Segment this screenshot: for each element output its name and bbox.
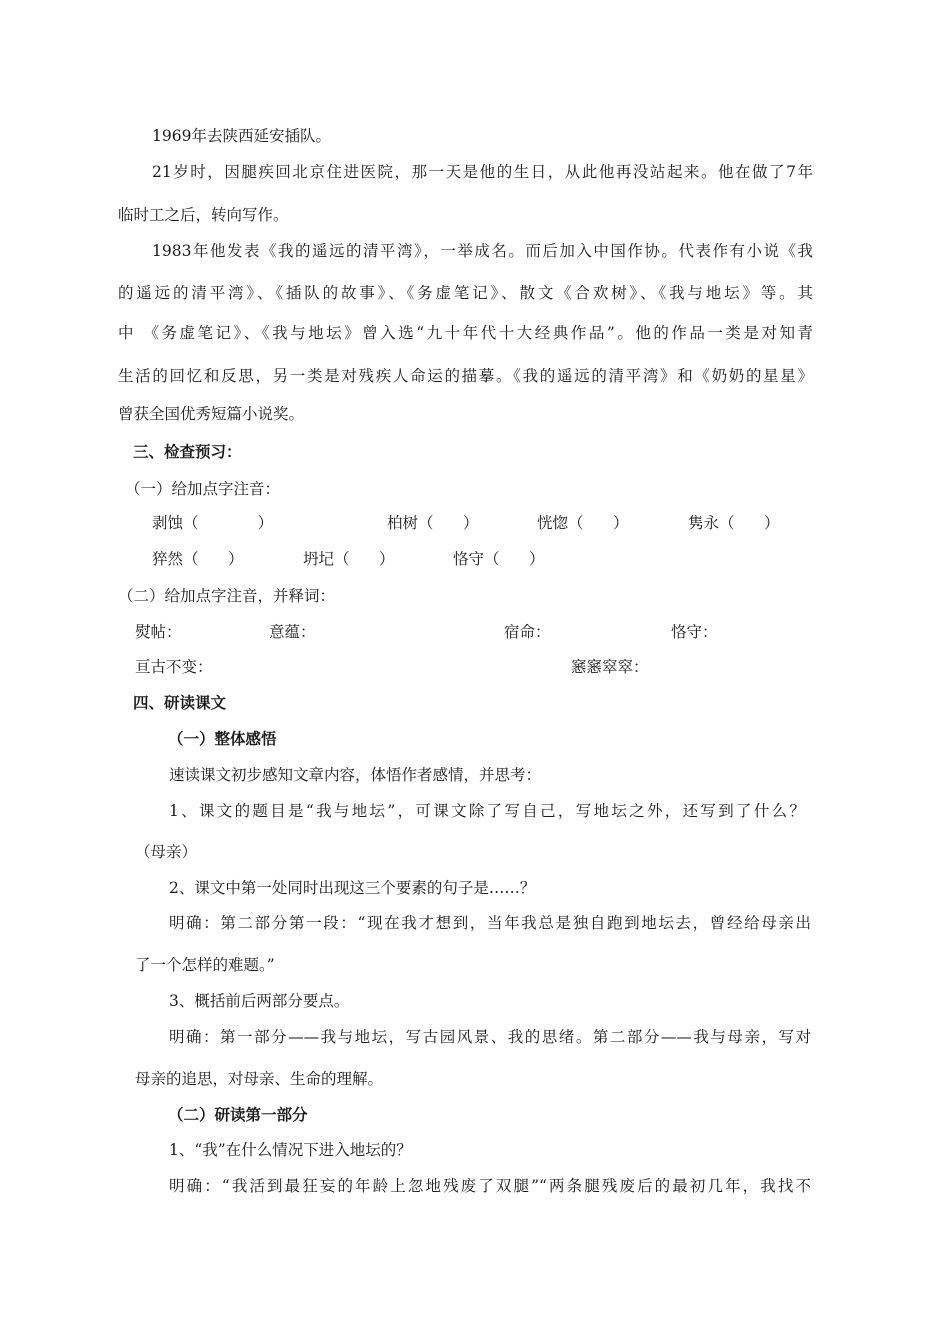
- answer-4-line-1: 明确：“我活到最狂妄的年龄上忽地残废了双腿”“两条腿残废后的最初几年，我找不: [169, 1177, 811, 1195]
- question-1-line-1: 1、课文的题目是“我与地坛”，可课文除了写自己，写地坛之外，还写到了什么？: [169, 802, 805, 820]
- preview-subheading-1: （一）给加点字注音：: [125, 480, 281, 498]
- answer-2-line-1: 明确：第二部分第一段：“现在我才想到，当年我总是独自跑到地坛去，曾经给母亲出: [169, 914, 811, 932]
- define-item-keshou: 恪守：: [671, 623, 718, 641]
- pinyin-item-tanpi: 坍圮（ ）: [303, 550, 395, 568]
- question-4: 1、“我”在什么情况下进入地坛的？: [169, 1141, 412, 1159]
- section-heading-preview: 三、检查预习：: [133, 442, 242, 461]
- bio-line-8: 曾获全国优秀短篇小说奖。: [118, 405, 305, 423]
- bio-line-2: 21岁时，因腿疾回北京住进医院，那一天是他的生日，从此他再没站起来。他在做了7年: [152, 163, 813, 181]
- pinyin-item-juanyong: 隽永（ ）: [688, 514, 780, 532]
- question-3: 3、概括前后两部分要点。: [169, 992, 350, 1010]
- define-item-xixisusu: 窸窸窣窣：: [571, 658, 649, 676]
- study-intro: 速读课文初步感知文章内容，体悟作者感情，并思考：: [169, 766, 542, 784]
- answer-3-line-2: 母亲的追思，对母亲、生命的理解。: [135, 1070, 384, 1088]
- pinyin-item-baishu: 柏树（ ）: [387, 514, 479, 532]
- bio-line-1: 1969年去陕西延安插队。: [152, 127, 331, 145]
- pinyin-item-keshou: 恪守（ ）: [453, 550, 545, 568]
- bio-line-3: 临时工之后，转向写作。: [118, 206, 289, 224]
- question-1-answer: （母亲）: [135, 843, 198, 861]
- bio-line-7: 生活的回忆和反思，另一类是对残疾人命运的描摹。《我的遥远的清平湾》和《奶奶的星星》: [118, 367, 813, 385]
- question-2: 2、课文中第一处同时出现这三个要素的句子是……？: [169, 879, 536, 897]
- pinyin-item-huanghu: 恍惚（ ）: [537, 514, 629, 532]
- preview-subheading-2: （二）给加点字注音，并释词：: [118, 587, 336, 605]
- bio-line-4: 1983年他发表《我的遥远的清平湾》，一举成名。而后加入中国作协。代表作有小说《我: [152, 242, 813, 260]
- study-subheading-1: （一）整体感悟: [168, 729, 277, 748]
- bio-line-6: 中 《务虚笔记》、《我与地坛》曾入选“九十年代十大经典作品”。他的作品一类是对知青: [118, 324, 813, 342]
- pinyin-item-boshi: 剥蚀（ ）: [152, 514, 274, 532]
- answer-2-line-2: 了一个怎样的难题。”: [135, 956, 275, 974]
- section-heading-study: 四、研读课文: [133, 693, 227, 712]
- define-item-yutie: 熨帖：: [135, 623, 182, 641]
- define-item-yiyun: 意蕴：: [269, 623, 316, 641]
- pinyin-item-curan: 猝然（ ）: [152, 550, 244, 568]
- answer-3-line-1: 明确：第一部分——我与地坛，写古园风景、我的思绪。第二部分——我与母亲，写对: [169, 1028, 811, 1046]
- define-item-suming: 宿命：: [504, 623, 551, 641]
- bio-line-5: 的遥远的清平湾》、《插队的故事》、《务虚笔记》、散文《合欢树》、《我与地坛》等。其: [118, 284, 813, 302]
- study-subheading-2: （二）研读第一部分: [168, 1105, 308, 1124]
- define-item-gengu: 亘古不变：: [135, 658, 213, 676]
